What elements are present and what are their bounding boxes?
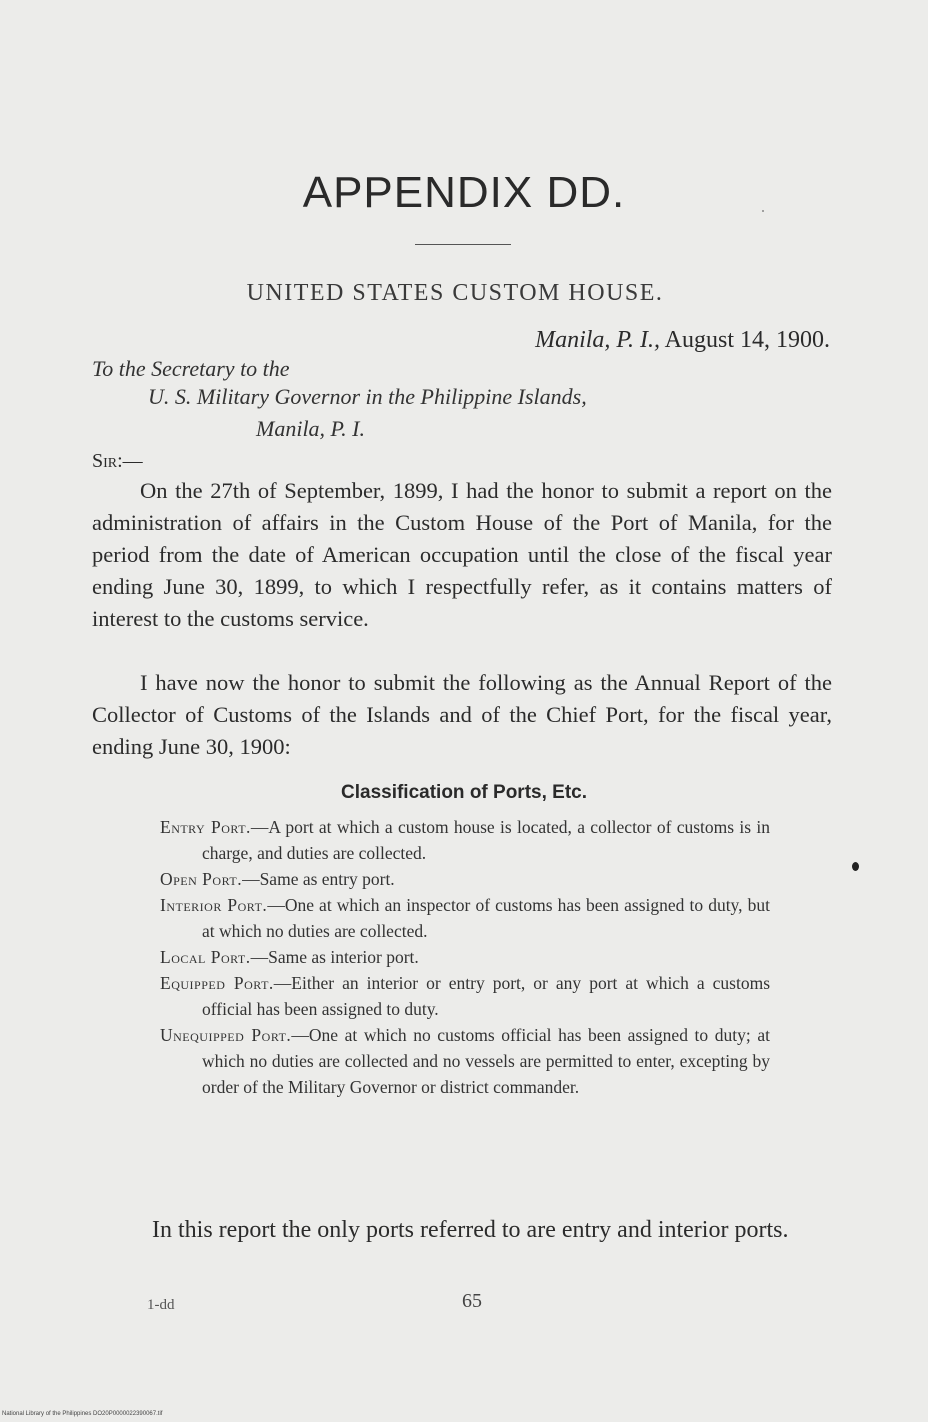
ink-speck xyxy=(762,210,764,212)
definition-term: Entry Port. xyxy=(160,817,251,837)
page-number: 65 xyxy=(462,1290,482,1312)
address-line-2: U. S. Military Governor in the Philippine Islands, xyxy=(148,384,587,409)
salutation: Sir:— xyxy=(92,450,143,472)
definition-equipped-port xyxy=(160,970,770,1022)
definition-term: Open Port. xyxy=(160,869,243,889)
dateline-date: August 14, 1900. xyxy=(659,327,830,353)
definition-unequipped-port xyxy=(160,1022,770,1100)
address-line-3: Manila, P. I. xyxy=(256,416,365,441)
address-line-1: To the Secretary to the xyxy=(92,356,290,381)
definition-term: Interior Port. xyxy=(160,895,268,915)
body-paragraph-1: On the 27th of September, 1899, I had the honor to submit a report on the administration of affairs in the Custom House of the Port of Manila, for the period from the date of American occupation until the close of the fiscal year ending June 30, 1899, to which I respectfully refer, as it contains matters of interest to the customs service. xyxy=(92,478,832,631)
port-definitions xyxy=(160,814,770,1100)
definition-entry-port xyxy=(160,814,770,866)
definition-term: Unequipped Port. xyxy=(160,1025,292,1045)
definition-text: —A port at which a custom house is located, a collector of customs is in charge, and duties are collected. xyxy=(202,817,770,863)
definition-term: Equipped Port. xyxy=(160,973,274,993)
archive-note: National Library of the Philippines DO20P0000022390067.tif xyxy=(2,1411,163,1417)
closing-paragraph: In this report the only ports referred to are entry and interior ports. xyxy=(152,1217,789,1243)
title-rule xyxy=(415,244,511,245)
ink-speck xyxy=(852,862,859,871)
dateline-place: Manila, P. I., xyxy=(535,327,660,353)
definition-text: —One at which no customs official has been assigned to duty; at which no duties are collected and no vessels are permitted to enter, excepting by order of the Military Governor or district commander. xyxy=(202,1025,770,1097)
section-heading: Classification of Ports, Etc. xyxy=(341,782,587,803)
page-subtitle: UNITED STATES CUSTOM HOUSE. xyxy=(246,280,664,306)
definition-interior-port xyxy=(160,892,770,944)
body-paragraph-2: I have now the honor to submit the following as the Annual Report of the Collector of Customs of the Islands and of the Chief Port, for the fiscal year, ending June 30, 1900: xyxy=(92,670,832,759)
definition-text: —Same as interior port. xyxy=(250,947,419,967)
definition-text: —Same as entry port. xyxy=(242,869,395,889)
definition-open-port xyxy=(160,866,770,892)
definition-term: Local Port. xyxy=(160,947,251,967)
page-title: APPENDIX DD. xyxy=(302,168,626,217)
definition-local-port xyxy=(160,944,770,970)
definition-text: —One at which an inspector of customs has been assigned to duty, but at which no duties are collected. xyxy=(202,895,770,941)
definition-text: —Either an interior or entry port, or any port at which a customs official has been assigned to duty. xyxy=(202,973,771,1019)
dateline xyxy=(535,327,830,354)
signature-mark: 1-dd xyxy=(147,1297,175,1313)
